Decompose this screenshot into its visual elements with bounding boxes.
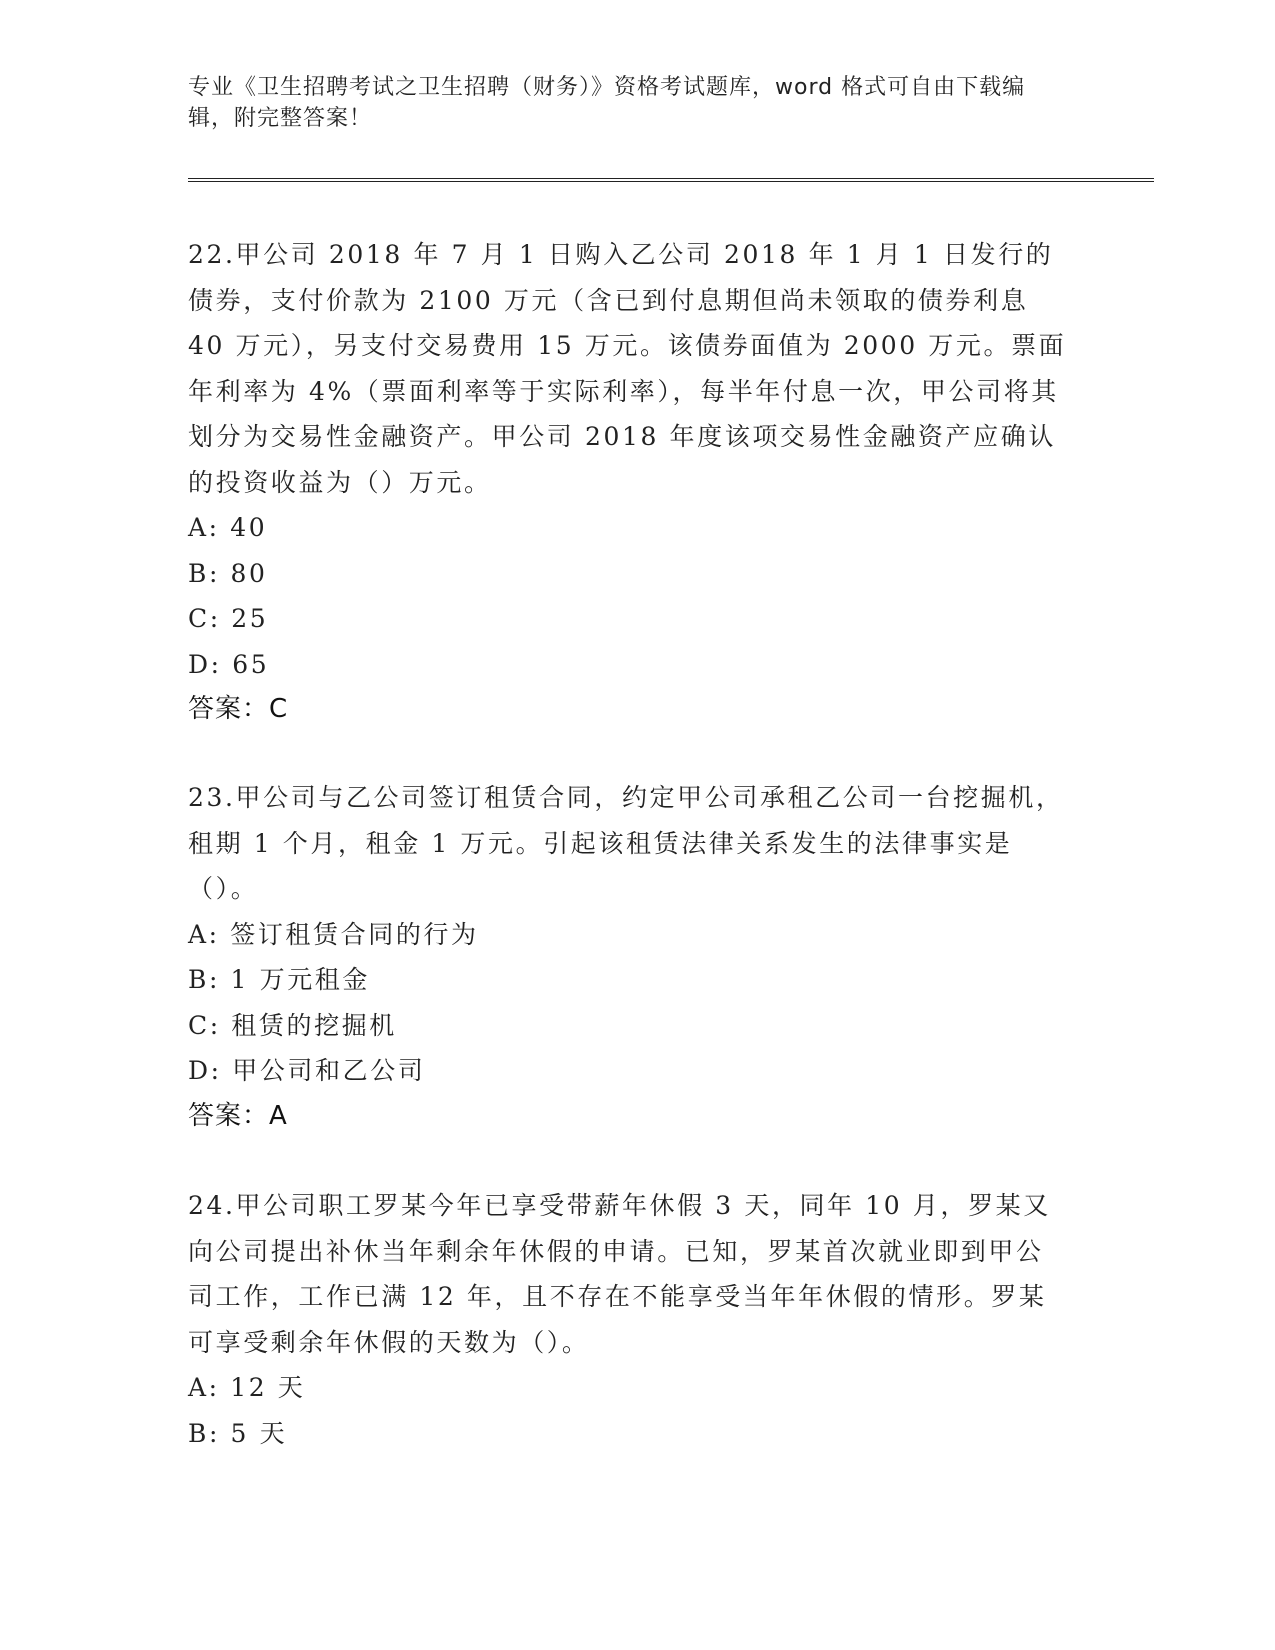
option-d: D: 甲公司和乙公司 — [188, 1056, 426, 1085]
option-b: B: 1 万元租金 — [188, 965, 370, 994]
header-divider — [188, 178, 1154, 182]
option-b: B: 80 — [188, 558, 268, 588]
question-text: 24.甲公司职工罗某今年已享受带薪年休假 3 天，同年 10 月，罗某又向公司提出补休当年剩余年休假的申请。已知，罗某首次就业即到甲公司工作，工作已满 12 年，且不存在不能享受当年年休假的情形。罗某可享受剩余年休假的天数为（）。 — [188, 1191, 1051, 1357]
question-text: 22.甲公司 2018 年 7 月 1 日购入乙公司 2018 年 1 月 1 日发行的债券，支付价款为 2100 万元（含已到付息期但尚未领取的债券利息 40 万元），另支付交易费用 15 万元。该债券面值为 2000 万元。票面年利率为 4%（票面利率等于实际利率），每半年付息一次，甲公司将其划分为交易性金融资产。甲公司 2018 年度该项交易性金融资产应确认的投资收益为（）万元。 — [188, 240, 1067, 497]
question-22 — [188, 232, 1068, 733]
answer-label: 答案：A — [188, 1100, 288, 1131]
option-a: A: 签订租赁合同的行为 — [188, 919, 479, 949]
option-c: C: 租赁的挖掘机 — [188, 1010, 397, 1040]
question-23 — [188, 775, 1068, 1139]
option-d: D: 65 — [188, 649, 270, 679]
option-b: B: 5 天 — [188, 1418, 288, 1448]
document-header: 专业《卫生招聘考试之卫生招聘（财务）》资格考试题库，word 格式可自由下载编辑，附完整答案！ — [188, 75, 1026, 131]
answer-label: 答案：C — [188, 694, 289, 724]
question-text: 23.甲公司与乙公司签订租赁合同，约定甲公司承租乙公司一台挖掘机，租期 1 个月，租金 1 万元。引起该租赁法律关系发生的法律事实是（）。 — [188, 783, 1064, 903]
option-c: C: 25 — [188, 604, 269, 633]
question-24 — [188, 1183, 1068, 1456]
option-a: A: 40 — [188, 513, 268, 542]
option-a: A: 12 天 — [188, 1373, 306, 1402]
